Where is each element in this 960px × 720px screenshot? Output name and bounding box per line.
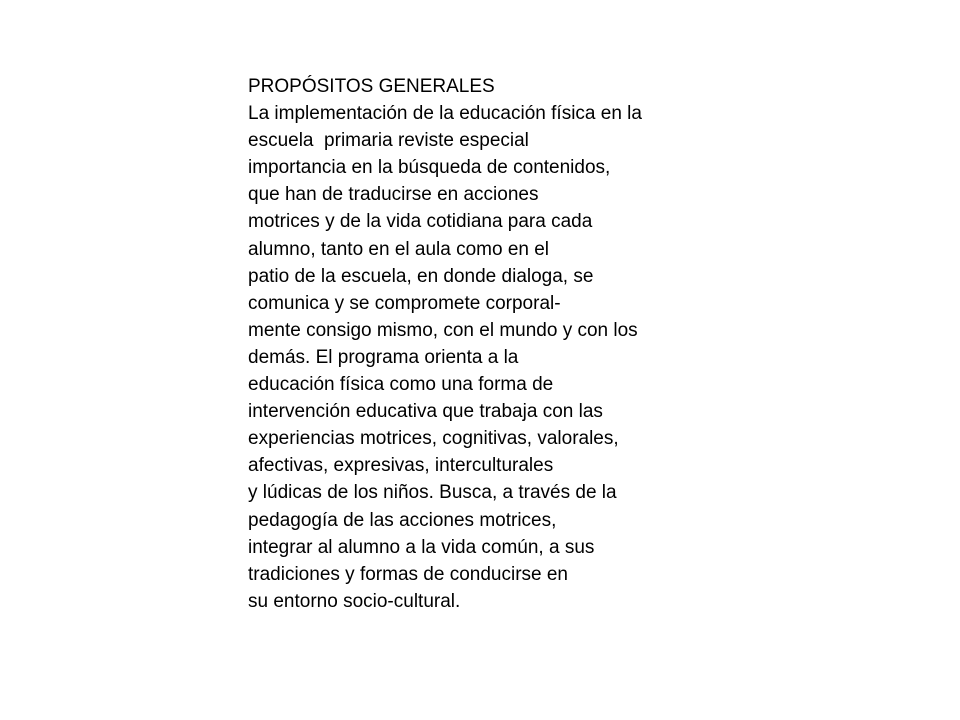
body-line: y lúdicas de los niños. Busca, a través de la [248, 482, 617, 504]
body-line: demás. El programa orienta a la [248, 346, 519, 368]
body-line: La implementación de la educación física en la [248, 103, 642, 125]
body-line: tradiciones y formas de conducirse en [248, 563, 568, 585]
body-line: mente consigo mismo, con el mundo y con los [248, 319, 638, 341]
body-line: motrices y de la vida cotidiana para cada [248, 211, 593, 233]
body-line: intervención educativa que trabaja con las [248, 401, 603, 423]
body-line: que han de traducirse en acciones [248, 184, 539, 206]
body-line: pedagogía de las acciones motrices, [248, 509, 557, 531]
body-line: integrar al alumno a la vida común, a sus [248, 536, 595, 558]
body-line: importancia en la búsqueda de contenidos, [248, 157, 611, 179]
text-block [248, 73, 718, 615]
body-line: alumno, tanto en el aula como en el [248, 238, 550, 260]
body-line: escuela primaria reviste especial [248, 130, 529, 152]
body-line: experiencias motrices, cognitivas, valorales, [248, 428, 619, 450]
body-line: patio de la escuela, en donde dialoga, se [248, 265, 594, 287]
document-title: PROPÓSITOS GENERALES [248, 76, 495, 97]
body-line: comunica y se compromete corporal- [248, 292, 561, 314]
body-line: su entorno socio-cultural. [248, 590, 461, 612]
body-line: educación física como una forma de [248, 374, 554, 396]
body-line: afectivas, expresivas, interculturales [248, 455, 554, 477]
